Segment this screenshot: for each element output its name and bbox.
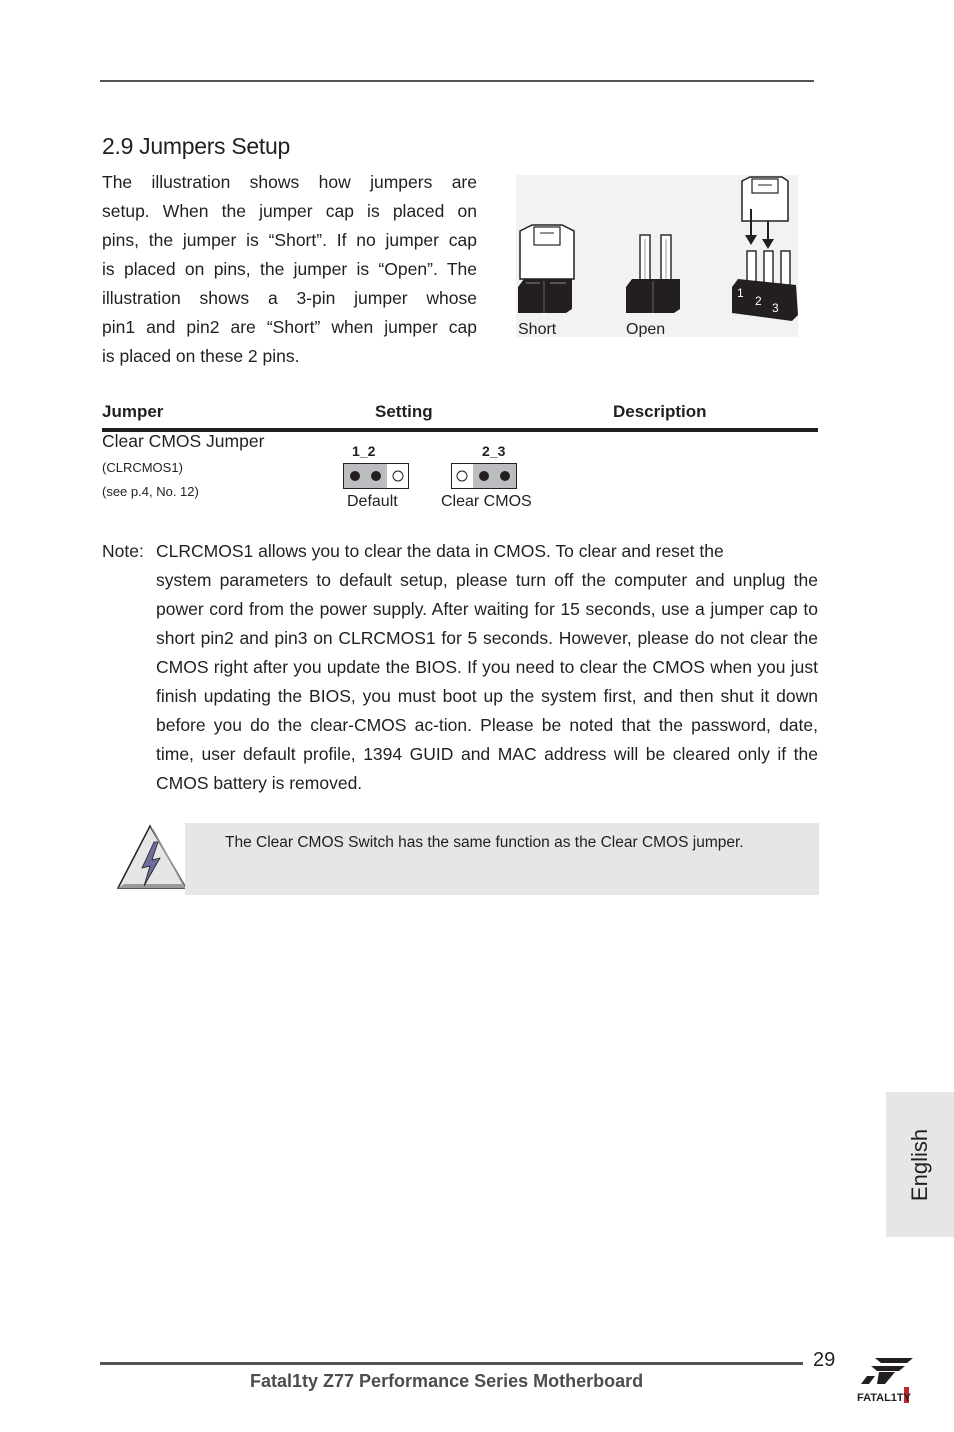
jumper-name: Clear CMOS Jumper — [102, 431, 265, 451]
note-block — [102, 537, 818, 798]
intro-paragraph — [102, 168, 477, 371]
intro-line: is placed on pins, the jumper is “Open”. The — [102, 259, 477, 279]
intro-line: setup. When the jumper cap is placed on — [102, 201, 477, 221]
pin-number: 3 — [772, 301, 779, 315]
setting-default-jumper-icon — [343, 463, 409, 494]
callout-text: The Clear CMOS Switch has the same function as the Clear CMOS jumper. — [225, 834, 744, 851]
note-first-line: CLRCMOS1 allows you to clear the data in CMOS. To clear and reset the — [156, 541, 724, 561]
fatal1ty-logo — [855, 1354, 931, 1411]
open-label: Open — [626, 321, 666, 337]
jumper-illustration — [516, 175, 798, 337]
note-body — [156, 537, 818, 798]
header-rule — [100, 80, 814, 82]
setting-clear-label: Clear CMOS — [441, 493, 532, 510]
language-tab-label: English — [907, 1128, 932, 1201]
pin-number: 2 — [755, 294, 762, 308]
section-title: 2.9 Jumpers Setup — [102, 133, 290, 159]
intro-line: pins, the jumper is “Short”. If no jumper cap — [102, 230, 477, 250]
intro-line: is placed on these 2 pins. — [102, 346, 300, 366]
short-label: Short — [518, 321, 557, 337]
header-setting: Setting — [375, 402, 433, 421]
footer-rule — [100, 1362, 803, 1365]
short-jumper-icon — [518, 225, 574, 313]
setting-clear-jumper-icon — [451, 463, 517, 494]
setting-default-label: Default — [347, 493, 398, 510]
intro-line: illustration shows a 3-pin jumper whose — [102, 288, 477, 308]
note-rest: system parameters to default setup, please turn off the computer and unplug the power cord from the power supply. After waiting for 15 seconds, use a jumper cap to short pin2 and pin3 on CLRCMOS1 for 5 seconds. However, please do not clear the CMOS right after you update the BIOS. If you need to clear the CMOS when you just finish updating the BIOS, you must boot up the system first, and then shut it down before you do the clear-CMOS ac-tion. Please be noted that the password, date, time, user default profile, 1394 GUID and MAC address will be cleared only if the CMOS battery is removed. — [156, 570, 818, 793]
setting-clear-pins: 2_3 — [482, 443, 506, 459]
language-tab-label-wrap — [886, 1092, 954, 1237]
open-jumper-icon — [626, 235, 680, 313]
pin-number: 1 — [737, 286, 744, 300]
jumper-illustration-graphic — [516, 175, 798, 337]
intro-line: The illustration shows how jumpers are — [102, 172, 477, 192]
warning-icon — [116, 824, 188, 897]
header-jumper: Jumper — [102, 402, 164, 421]
page-number: 29 — [813, 1349, 836, 1371]
jumper-id: (CLRCMOS1) — [102, 460, 183, 475]
jumper-page-ref: (see p.4, No. 12) — [102, 484, 199, 499]
footer-title: Fatal1ty Z77 Performance Series Motherboard — [250, 1371, 644, 1391]
note-lead: Note: — [102, 541, 144, 561]
setting-default-pins: 1_2 — [352, 443, 376, 459]
intro-line: pin1 and pin2 are “Short” when jumper cap — [102, 317, 477, 337]
logo-text: FATAL1TY — [857, 1392, 911, 1404]
header-description: Description — [613, 402, 707, 421]
